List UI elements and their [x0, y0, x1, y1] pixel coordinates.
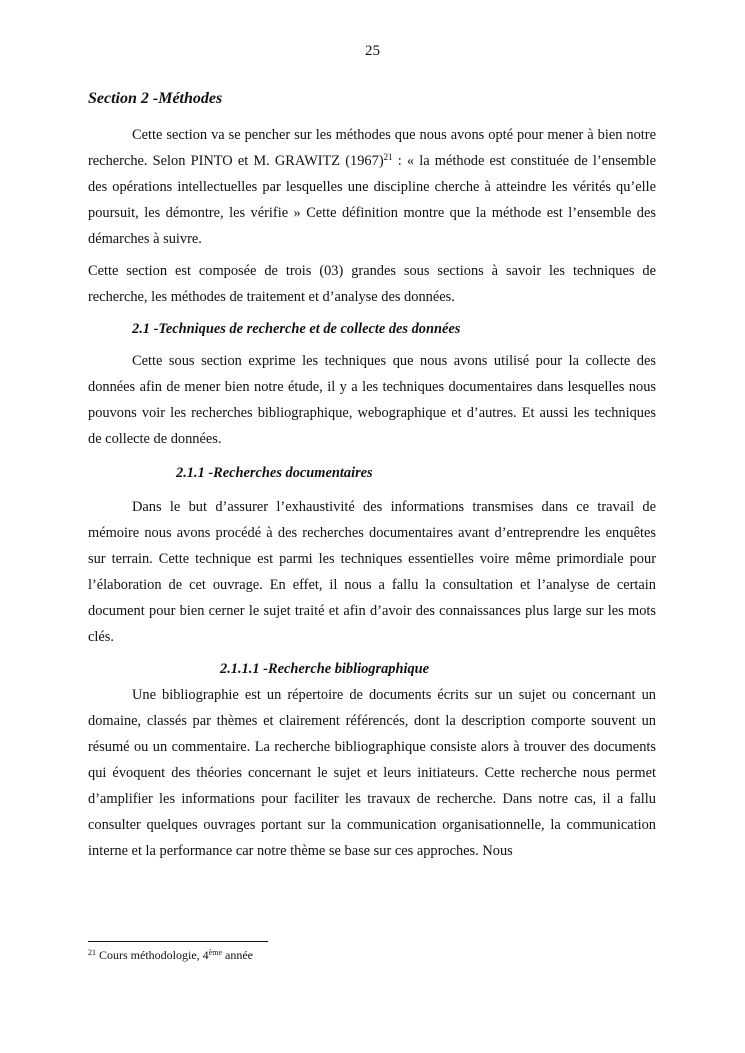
paragraph-bibliographie: Une bibliographie est un répertoire de documents écrits sur un sujet ou concernant un domaine, classés par thèmes et clairement référencés, dont la description comporte souvent un résumé ou un commentaire. La recherche bibliographique consiste alors à trouver des documents qui évoquent des théories concernant le sujet et leurs initiateurs. Cette recherche nous permet d’amplifier les informations pour faciliter les travaux de recherche. Dans notre cas, il a fallu consulter quelques ouvrages portant sur la communication organisationnelle, la communication interne et la performance car notre thème se base sur ces approches. Nous	[88, 687, 656, 859]
footnote-separator	[88, 941, 268, 942]
footnote-superscript: ème	[208, 948, 222, 957]
footnote-text-end: année	[222, 948, 253, 962]
footnote-text: Cours méthodologie, 4	[96, 948, 209, 962]
subsection-title-2-1: 2.1 -Techniques de recherche et de collecte des données	[132, 321, 461, 337]
subsection-title-2-1-1: 2.1.1 -Recherches documentaires	[176, 465, 373, 481]
footnote-reference: 21	[383, 152, 393, 162]
paragraph-text: Cette section va se pencher sur les méthodes que nous avons opté pour mener à bien notre recherche. Selon PINTO et M. GRAWITZ (1967)	[88, 127, 656, 169]
paragraph-recherches-documentaires: Dans le but d’assurer l’exhaustivité des informations transmises dans ce travail de mémoire nous avons procédé à des recherches documentaires avant d’entreprendre les enquêtes sur terrain. Cette technique est parmi les techniques essentielles voire même primordiale pour l’élaboration de cet ouvrage. En effet, il nous a fallu la consultation et l’analyse de certain document pour bien cerner le sujet traité et afin d’avoir des connaissances plus large sur les mots clés.	[88, 499, 656, 645]
paragraph-techniques: Cette sous section exprime les techniques que nous avons utilisé pour la collecte des données afin de mener bien notre étude, il y a les techniques documentaires dans lesquelles nous pouvons voir les recherches bibliographique, webographique et d’autres. Et aussi les techniques de collecte de données.	[88, 353, 656, 447]
paragraph-section-composition: Cette section est composée de trois (03) grandes sous sections à savoir les techniques de recherche, les méthodes de traitement et d’analyse des données.	[88, 263, 656, 305]
section-title: Section 2 -Méthodes	[88, 90, 223, 107]
footnote-number: 21	[88, 948, 96, 957]
subsection-title-2-1-1-1: 2.1.1.1 -Recherche bibliographique	[220, 661, 430, 677]
paragraph-text: : « la méthode est constituée de l’ensemble des opérations intellectuelles par lesquelles une discipline cherche à atteindre les vérités qu’elle poursuit, les démontre, les vérifie » Cette définition montre que la méthode est l’ensemble des démarches à suivre.	[88, 153, 656, 247]
page-number: 25	[365, 43, 380, 59]
page-body	[88, 86, 656, 864]
paragraph-methode-definition	[88, 122, 656, 252]
footnote	[88, 946, 253, 964]
